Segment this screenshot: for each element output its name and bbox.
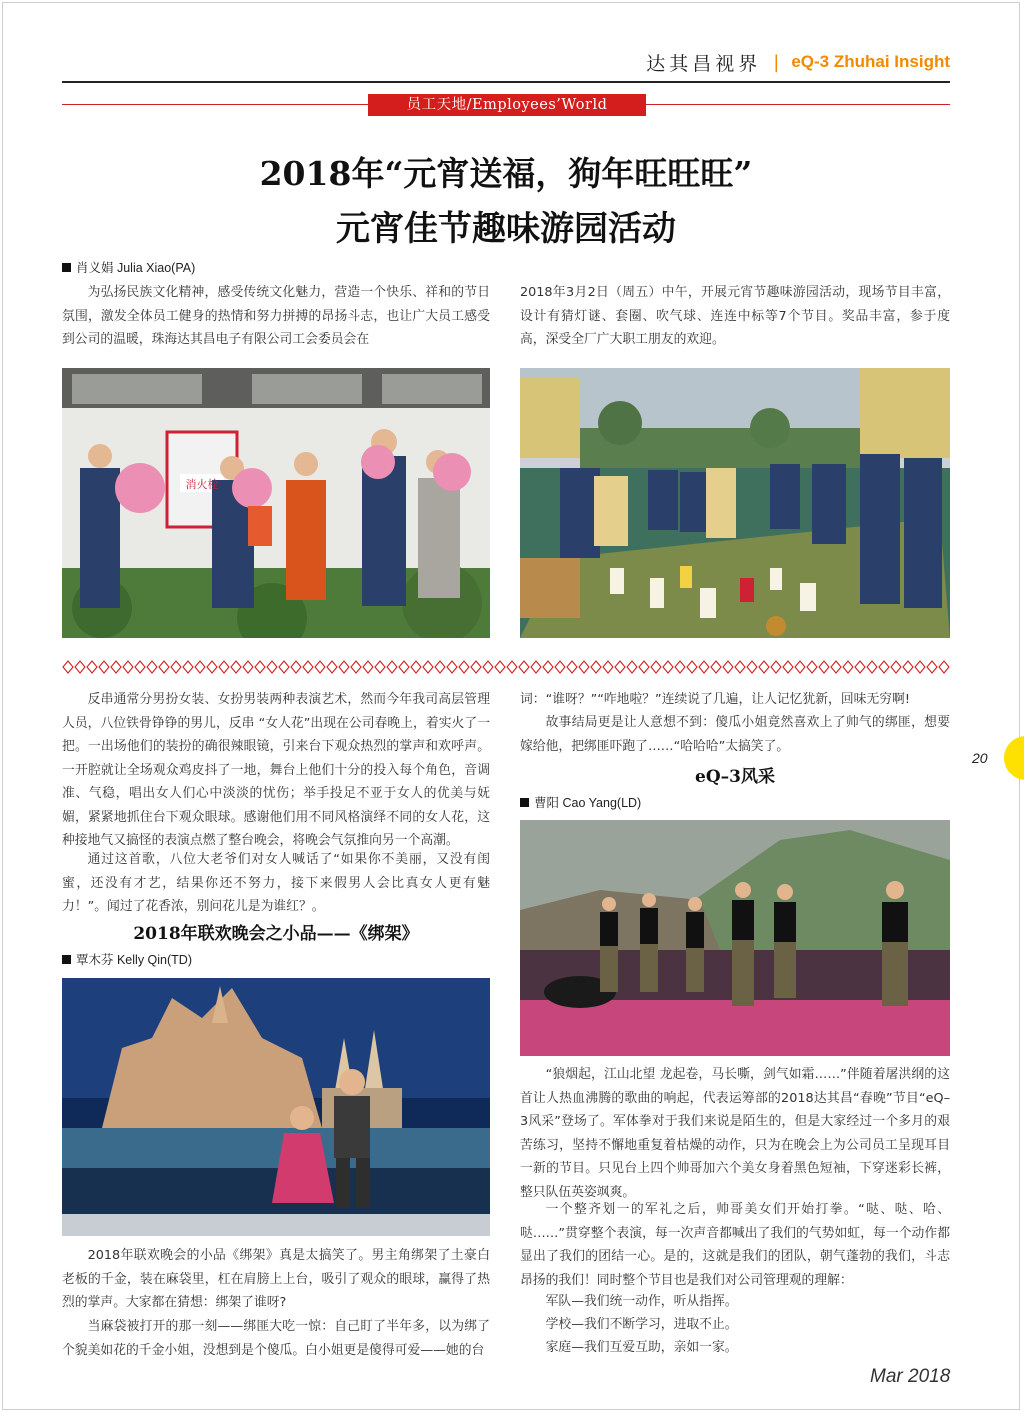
article-title-line-2: 元宵佳节趣味游园活动	[336, 209, 676, 249]
masthead	[646, 50, 950, 74]
byline-text: 曹阳 Cao Yang(LD)	[534, 796, 642, 810]
issue-date: Mar 2018	[870, 1366, 951, 1387]
article2-paragraph-1: 反串通常分男扮女装、女扮男装两种表演艺术，然而今年我司高层管理人员，八位铁骨铮铮的男儿，反串 “女人花”出现在公司春晚上，着实火了一把。一出场他们的装扮的确很辣眼镜，引来台下观众热烈的掌声和欢呼声。一开腔就让全场观众鸡皮抖了一地，舞台上他们十分的投入每个角色，音调准、气稳，唱出女人们心中淡淡的忧伤；举手投足不亚于女人的优美与妩媚，紧紧地抓住台下观众眼球。感谢他们用不同风格演绎不同的女人花，这种接地气又搞怪的表演点燃了整台晚会，将晚会气氛推向另一个高潮。	[62, 692, 490, 848]
military-performance-photo	[520, 820, 950, 1056]
masthead-separator: |	[773, 51, 780, 73]
motto-line-family: 家庭—我们互爱互助，亲如一家。	[545, 1340, 738, 1355]
skit-article-title: 2018年联欢晚会之小品——《绑架》	[133, 924, 419, 944]
hydrant-sign-text: 消火栓	[185, 478, 219, 491]
article1-paragraph-left: 为弘扬民族文化精神，感受传统文化魅力，营造一个快乐、祥和的节日氛围，激发全体员工健身的热情和努力拼搏的昂扬斗志，也让广大员工感受到公司的温暖，珠海达其昌电子有限公司工会委员会在	[62, 285, 490, 347]
article3-continuation: 词：“谁呀？”“咋地啦？”连续说了几遍，让人记忆犹新，回味无穷啊!	[520, 692, 910, 707]
article3-paragraph-2: 当麻袋被打开的那一刻——绑匪大吃一惊：自己盯了半年多，以为绑了个貌美如花的千金小姐，没想到是个傻瓜。白小姐更是傻得可爱——她的台	[62, 1319, 490, 1358]
motto-line-army: 军队—我们统一动作，听从指挥。	[545, 1294, 738, 1309]
article3-paragraph-1: 2018年联欢晚会的小品《绑架》真是太搞笑了。男主角绑架了土豪白老板的千金，装在麻袋里，杠在肩膀上上台，吸引了观众的眼球，赢得了热烈的掌声。大家都在猜想：绑架了谁呀?	[62, 1248, 490, 1310]
header-rule	[62, 81, 950, 83]
article2-paragraph-2: 通过这首歌，八位大老爷们对女人喊话了“如果你不美丽，又没有闺蜜，还没有才艺，结果你还不努力，接下来假男人会比真女人更有魅力！”。闻过了花香浓，别问花儿是为谁红？。	[62, 852, 490, 914]
article-title-line-1: 2018年“元宵送福，狗年旺旺旺”	[259, 154, 753, 193]
magazine-title-cn: 达其昌视界	[646, 52, 762, 75]
ring-toss-game-photo	[520, 368, 950, 638]
article1-paragraph-right: 2018年3月2日（周五）中午，开展元宵节趣味游园活动，现场节目丰富，设计有猜灯谜、套圈、吹气球、连连中标等7个节目。奖品丰富，参于度高，深受全厂广大职工朋友的欢迎。	[520, 285, 950, 347]
motto-line-school: 学校—我们不断学习，进取不止。	[545, 1317, 738, 1332]
skit-stage-photo	[62, 978, 490, 1236]
section-tag: 员工天地/Employees’World	[368, 94, 646, 116]
byline-text: 肖义娟 Julia Xiao(PA)	[76, 261, 196, 275]
article4-paragraph-1: “狼烟起，江山北望 龙起卷，马长嘶，剑气如霜……”伴随着屠洪纲的这首让人热血沸腾的歌曲的响起，代表运筹部的2018达其昌“春晚”节目“eQ–3风采”登场了。军体拳对于我们来说是陌生的，但是大家经过一个多月的艰苦练习，坚持不懈地重复着枯燥的动作，只为在晚会上为公司员工呈现耳目一新的节目。只见台上四个帅哥加六个美女身着黑色短袖，下穿迷彩长裤，整只队伍英姿飒爽。	[520, 1067, 950, 1200]
article4-paragraph-2: 一个整齐划一的军礼之后，帅哥美女们开始打拳。“哒、哒、哈、哒……”贯穿整个表演，每一次声音都喊出了我们的气势如虹，每一个动作都显出了我们的团结一心。是的，这就是我们的团队，朝气蓬勃的我们，斗志昂扬的我们！同时整个节目也是我们对公司管理观的理解：	[520, 1202, 950, 1288]
page-number: 20	[972, 750, 988, 766]
balloon-game-photo	[62, 368, 490, 638]
article4-byline	[520, 793, 641, 811]
diamond-divider	[62, 660, 950, 674]
magazine-title-en: eQ-3 Zhuhai Insight	[791, 52, 950, 71]
eq3-feature-title: eQ–3风采	[695, 767, 775, 787]
byline-text: 覃木芬 Kelly Qin(TD)	[76, 953, 192, 967]
article1-byline	[62, 258, 195, 276]
byline-square-icon	[62, 263, 71, 272]
article3-byline	[62, 950, 192, 968]
byline-square-icon	[520, 798, 529, 807]
byline-square-icon	[62, 955, 71, 964]
article3-paragraph-3: 故事结局更是让人意想不到：傻瓜小姐竟然喜欢上了帅气的绑匪，想要嫁给他，把绑匪吓跑了……“哈哈哈”太搞笑了。	[520, 715, 950, 754]
